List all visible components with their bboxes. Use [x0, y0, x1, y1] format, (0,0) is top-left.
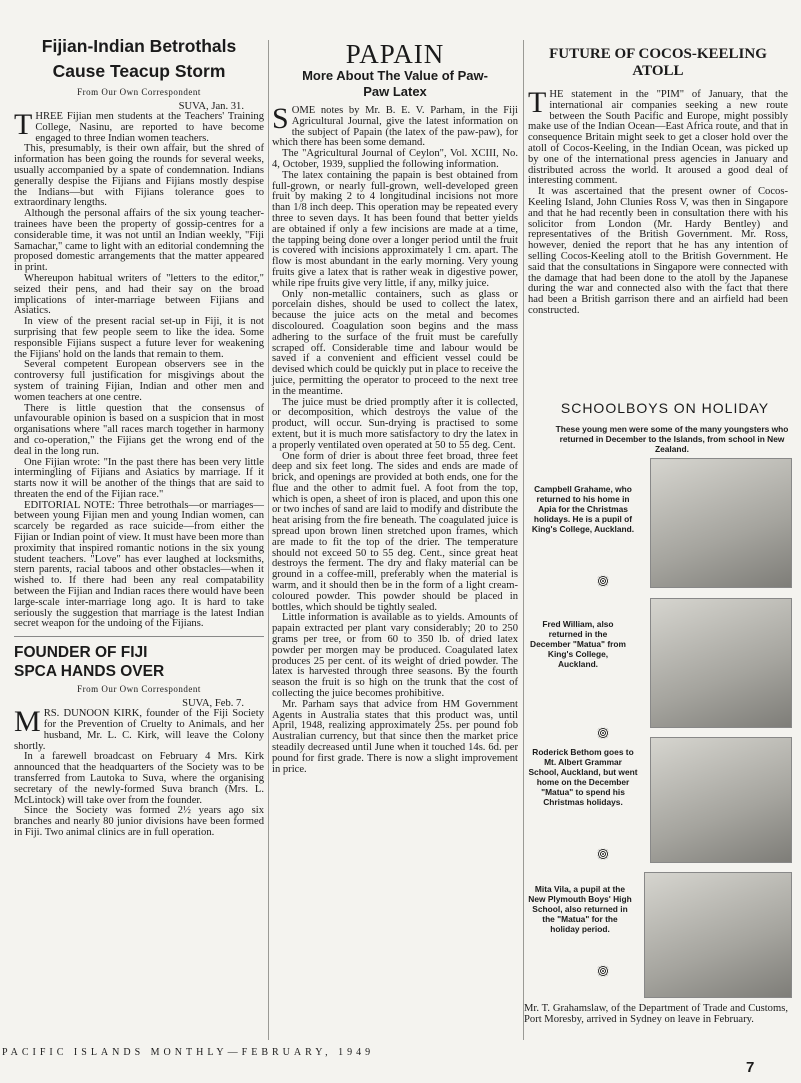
target-ornament-icon: [597, 727, 609, 739]
paragraph: HREE Fijian men students at the Teachers' Training College, Nasinu, are reported to have become engaged to three Indian women teachers.: [35, 111, 264, 144]
paragraph: Although the personal affairs of the six young teacher-trainees have been the property of gossip-centres for a considerable time, it was not until an Indian weekly, "Fiji Samachar," came to light with an editorial condemning the proposed domestic arrangements that the matter appeared in print.: [14, 208, 264, 274]
paragraph: One form of drier is about three feet broad, three feet deep and six feet long. The sides and ends are made of brick, and openings are provided at both ends, one for the flue and the other to admit fuel. A foot from the top, which is open, a sheet of iron is placed, and upon this one or two inches of sand are laid to modify and distribute the heat arising from the fire beneath. The coagulated juice is spread upon brown linen stretched upon frames, which are made to fit the top of the drier. The temperature should not exceed 50 to 55 deg. Cent., since great heat destroys the ferment. The dry and flaky material can be ground in a coffee-mill, preferably when the material is warm, and it should then be in the form of a light cream-coloured powder. This powder should be placed in bottles, which should be tightly sealed.: [272, 450, 518, 613]
paragraph: HE statement in the "PIM" of January, that the international air companies seeking a new route between the South Pacific and Europe, might possibly make use of the Indian Ocean—East Africa route, and that in consequence Britain might seek to get a closer hold over the atoll of Cocos-Keeling, in the Indian Ocean, was picked up by one of the international press agencies in January and distributed across the world. It aroused a good deal of interesting comment.: [528, 89, 788, 187]
paragraph: EDITORIAL NOTE: Three betrothals—or marriages—between young Fijian men and young Indian women, can scarcely be regarded as race suicide—from either the Fijian or Indian point of view. It must have been more than proximity that inspired romantic notions in the six young student teachers. "Love" has ever laughed at locksmiths, stern parents, racial taboos and other obstacles—when it wished to. If there had been any real compatability between the Fijian and Indian races there would have been large-scale inter-marriage long ago. It is hard to take seriously the suggestion that marriage is the latest Indian secret weapon for the undoing of the Fijians.: [14, 499, 264, 630]
article-body-cocos: [528, 86, 788, 317]
dropcap: T: [14, 108, 33, 141]
photo-caption: Roderick Bethom goes to Mt. Albert Grammar School, Auckland, but went home on the December "Matua" to spend his Christmas holidays.: [528, 747, 638, 807]
dateline: SUVA, Jan. 31.: [178, 101, 244, 112]
subhead-papain: More About The Value of Paw-Paw Latex: [302, 68, 488, 99]
article-body-betrothals: [14, 108, 264, 630]
photo-caption: Mita Vila, a pupil at the New Plymouth Boys' High School, also returned in the "Matua" for the holiday period.: [528, 884, 632, 934]
dateline: SUVA, Feb. 7.: [182, 698, 244, 710]
article-body-papain: [272, 102, 518, 775]
paragraph: Only non-metallic containers, such as glass or porcelain dishes, should be used to collect the latex, because the juice acts on the metal and becomes discoloured. Coagulation soon begins and the mass adhering to the surface of the fruit must be carefully scraped off. Considerable time and labour would be saved if a convenient and efficient vessel could be devised which could be quickly put in place to receive the juice, permitting the operator to proceed to the next tree in the meantime.: [272, 288, 518, 397]
paragraph: The latex containing the papain is best obtained from full-grown, or nearly full-grown, well-developed green fruit by making 2 to 4 longitudinal incisions not more than 1/8 inch deep. This operation may be repeated every three to seven days. It has been found that better yields are obtained if only a few incisions are made at a time, the tapping being done over a longer period until the fruit is covered with incisions approximately 1 cm. apart. The flow is most abundant in the early morning. Very young fruits give a latex that is rather weak in digestive power, while ripe fruits give very little, if any, milky juice.: [272, 169, 518, 289]
bottom-caption: Mr. T. Grahamslaw, of the Department of Trade and Customs, Port Moresby, arrived in Sydney on leave in February.: [524, 1003, 788, 1025]
paragraph: Little information is available as to yields. Amounts of papain extracted per plant vary considerably; 20 to 250 grams per tree, or from 60 to 350 lb. of dried latex powder per morgen may be produced. Coagulated latex produces 25 per cent. of its weight of dried powder. The latex is harvested through three seasons. By the fourth season the fruit is so high on the trunk that the cost of collecting the juice becomes prohibitive.: [272, 612, 518, 700]
headline-spca: FOUNDER OF FIJI SPCA HANDS OVER: [14, 644, 165, 681]
target-ornament-icon: [597, 965, 609, 977]
divider: [14, 636, 264, 637]
paragraph: It was ascertained that the present owner of Cocos-Keeling Island, John Clunies Ross V, was then in Singapore and that he had recently been in consultation there with his solicitor from London (Mr. Hardy Bentley) and representatives of the British Government. Mr. Ross, however, denied the report that he has any intention of selling Cocos-Keeling atoll to the British Government. He said that the consultations in Singapore were connected with the damage that had been done to the atoll by the Japanese during the war and connected also with the fact that there had been a British garrison there and an airfield had been constructed.: [528, 186, 788, 316]
dropcap: T: [528, 86, 547, 119]
portrait-photo: [650, 737, 792, 863]
schoolboys-intro: These young men were some of the many youngsters who returned in December to the Islands, from school in New Zealand.: [555, 424, 789, 454]
page-number: 7: [746, 1059, 755, 1076]
paragraph: In a farewell broadcast on February 4 Mrs. Kirk announced that the headquarters of the Society was to be transferred from Lautoka to Suva, where the organising secretary of the newly-formed Suva branch (Mrs. L. McLintock) will take over from the founder.: [14, 751, 264, 806]
target-ornament-icon: [597, 848, 609, 860]
photo-caption: Fred William, also returned in the December "Matua" from King's College, Auckland.: [530, 619, 626, 669]
portrait-photo: [650, 458, 792, 588]
column-left: [14, 0, 264, 839]
correspondent-credit: From Our Own Correspondent: [77, 87, 201, 97]
portrait-photo: [650, 598, 792, 728]
headline-cocos: FUTURE OF COCOS-KEELING ATOLL: [549, 46, 767, 79]
column-rule: [268, 40, 269, 1040]
footer-text: PACIFIC ISLANDS MONTHLY—FEBRUARY, 1949: [2, 1047, 375, 1058]
schoolboys-title: SCHOOLBOYS ON HOLIDAY: [560, 400, 770, 416]
paragraph: There is little question that the consensus of unfavourable opinion is based on a suspicion that in most organisations where "all races march together in harmony and co-operation," the Fijians get the wrong end of the deal in the long run.: [14, 402, 264, 457]
paragraph: This, presumably, is their own affair, but the shred of information has been going the rounds for several weeks, usually accompanied by a spate of condemnation. Indians generally despise the Fijians and Fijians mostly despise the Indians—but with Fijians tolerance goes to extraordinary lengths.: [14, 143, 264, 209]
photo-caption: Campbell Grahame, who returned to his home in Apia for the Christmas holidays. He is a pupil of King's College, Auckland.: [531, 484, 635, 534]
paragraph: The "Agricultural Journal of Ceylon", Vol. XCIII, No. 4, October, 1939, supplied the following information.: [272, 148, 518, 170]
paragraph: RS. DUNOON KIRK, founder of the Fiji Society for the Prevention of Cruelty to Animals, and her husband, Mr. L. C. Kirk, will leave the Colony shortly.: [14, 708, 264, 752]
column-rule: [523, 40, 524, 1040]
paragraph: Whereupon habitual writers of "letters to the editor," seized their pens, and had their say on the broad implications of inter-marriage between Fijians and Asiatics.: [14, 272, 264, 317]
paragraph: The juice must be dried promptly after it is collected, or decomposition, which destroys the value of the product, will occur. Sun-drying is practised to some extent, but it is much more satisfactory to dry the latex in a properly ventilated oven operated at 50 to 55 deg. Cent.: [272, 396, 518, 451]
headline-betrothals: Fijian-Indian Betrothals Cause Teacup Storm: [41, 36, 237, 81]
column-right: [528, 0, 788, 317]
paragraph: OME notes by Mr. B. E. V. Parham, in the Fiji Agricultural Journal, give the latest information on the subject of Papain (the latex of the paw-paw), for which there has been some demand.: [272, 105, 518, 149]
column-middle: [272, 0, 518, 775]
correspondent-credit: From Our Own Correspondent: [77, 684, 201, 695]
paragraph: Mr. Parham says that advice from HM Government Agents in Australia states that this product was, until April, 1948, realizing approximately 25s. per pound fob Australian currency, but that since then the market price steadily decreased until June when it touched 14s. 6d. per pound for first grade. There is now a slight improvement in price.: [272, 698, 518, 775]
paragraph: In view of the present racial set-up in Fiji, it is not surprising that few people seem to like the idea. Some responsible Fijians suspect a future lever for weakening the Fijians' hold on the lands that remain to them.: [14, 316, 264, 360]
headline-papain: PAPAIN: [345, 39, 445, 69]
article-body-spca: [14, 705, 264, 839]
paragraph: Since the Society was formed 2½ years ago six branches and nearly 80 junior divisions have been formed in Fiji. Two animal clinics are in full operation.: [14, 805, 264, 839]
target-ornament-icon: [597, 575, 609, 587]
paragraph: One Fijian wrote: "In the past there has been very little intermingling of Fijians and Asiatics by marriage. If it starts now it will be another of the things that are said to threaten the end of the Fijian race.": [14, 456, 264, 500]
dropcap: M: [14, 705, 41, 739]
portrait-photo: [644, 872, 792, 998]
paragraph: Several competent European observers see in the controversy full justification for misgivings about the system of training Fijian, Indian and other men and women teachers at one centre.: [14, 359, 264, 403]
dropcap: S: [272, 102, 289, 135]
